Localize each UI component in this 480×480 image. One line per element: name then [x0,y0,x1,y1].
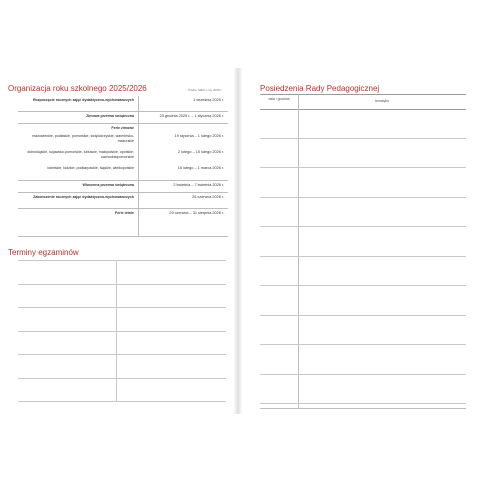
calendar-row-label: Ferie letnie [115,211,134,215]
exam-title: Terminy egzaminów [8,248,79,257]
council-column-divider [298,94,299,408]
calendar-row [18,164,228,180]
council-row-line [260,197,466,198]
calendar-row [18,132,228,148]
council-row-line [260,256,466,257]
calendar-row-date: 16 lutego – 1 marca 2026 r. [177,166,224,170]
exam-row-line [18,307,226,308]
calendar-row-label: Zakończenie rocznych zajęć dydaktyczno-wychowawczych [33,195,134,199]
calendar-row [18,208,228,221]
calendar-row-date: 23 grudnia 2025 r. – 1 stycznia 2026 r. [159,114,224,118]
calendar-divider [138,96,139,236]
col-topic-header: tematyka [375,99,389,103]
council-table-bottom [260,408,466,409]
calendar-row [18,148,228,164]
calendar-row-label: Ferie zimowe [111,126,134,130]
school-year-calendar [18,96,228,237]
calendar-row-label: Wiosenna przerwa świąteczna [82,183,134,187]
calendar-row-label: lubelskie, łódzkie, podkarpackie, śląskie, wielkopolskie [47,166,134,170]
council-row-line [260,374,466,375]
calendar-row [18,192,228,209]
council-meetings-table [260,94,466,408]
calendar-source: Źródło: MEN, Luty 2025 r. [188,88,223,92]
calendar-row-date: 29 czerwca – 31 sierpnia 2026 r. [169,211,224,215]
council-row-line [260,226,466,227]
council-row-line [260,344,466,345]
council-row-line [260,138,466,139]
exam-row-line [18,401,226,402]
council-row-line [260,315,466,316]
exam-row-line [18,378,226,379]
calendar-row-date: 1 września 2025 r. [193,98,224,102]
calendar-row-label: mazowieckie, podlaskie, pomorskie, świętokrzyskie, warmińsko-mazurskie [32,134,134,143]
exam-row-line [18,284,226,285]
exam-row-line [18,331,226,332]
exam-row-line [18,354,226,355]
council-row-line [260,403,466,404]
council-title: Posiedzenia Rady Pedagogicznej [260,84,380,93]
calendar-row-label: dolnośląskie, kujawsko-pomorskie, lubuskie, małopolskie, opolskie, zachodniopomorskie [27,150,134,159]
book-spine [234,68,242,414]
calendar-row-date: 19 stycznia – 1 lutego 2026 r. [174,134,224,138]
council-row-line [260,167,466,168]
council-table-header [260,94,466,110]
calendar-row-date: 2 kwietnia – 7 kwietnia 2026 r. [173,183,224,187]
calendar-row [18,96,228,111]
exam-row-line [18,260,226,261]
calendar-title: Organizacja roku szkolnego 2025/2026 [8,84,147,93]
calendar-row-date: 26 czerwca 2026 r. [192,195,224,199]
council-row-line [260,285,466,286]
calendar-row-date: 2 lutego – 15 lutego 2026 r. [177,150,224,154]
exam-table [18,260,226,402]
col-date-header: data i godzina [268,97,290,101]
left-page [8,72,228,412]
calendar-row-label: Rozpoczęcie rocznych zajęć dydaktyczno-wychowawczych [32,98,134,102]
right-page [244,72,470,412]
calendar-row-label: Zimowa przerwa świąteczna [86,114,134,118]
